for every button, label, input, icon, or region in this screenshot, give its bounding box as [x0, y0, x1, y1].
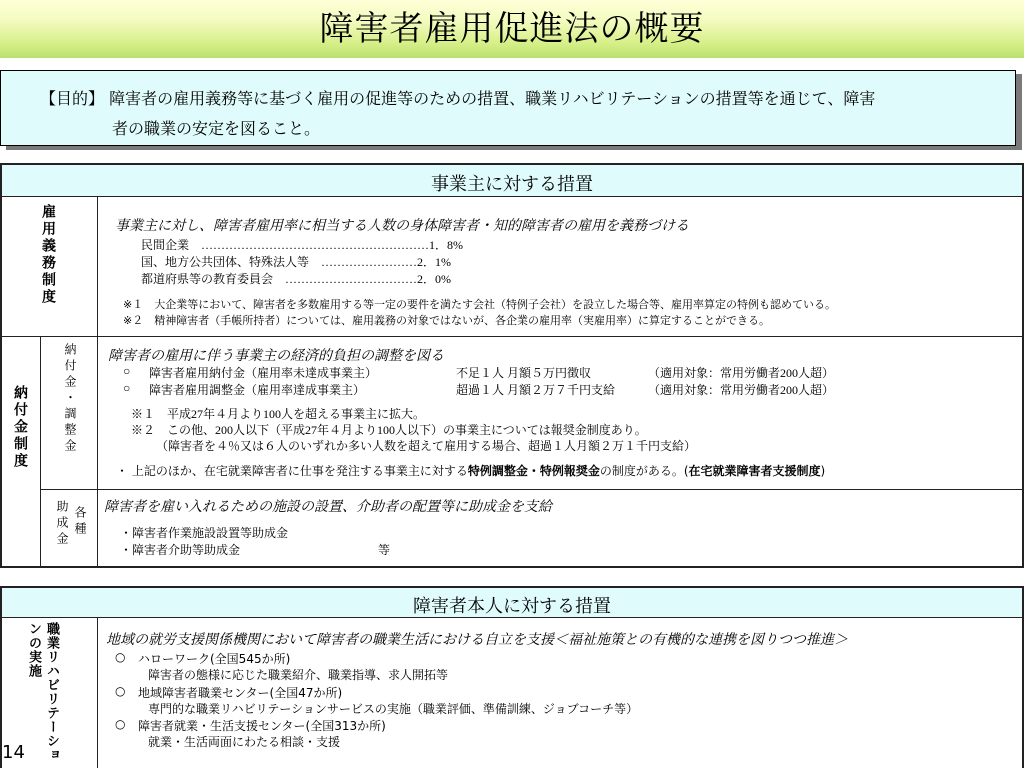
grant-item-assistance: ・障害者介助等助成金: [120, 543, 241, 557]
home-work-text-mid: の制度がある。(: [599, 464, 689, 478]
vocational-rehab-label: 職業リハビリテーションの実施: [26, 622, 59, 762]
levy-note-2: ※２ この他、200人以下（平成27年４月より100人以下）の事業主については報奨金制度あり。: [131, 423, 647, 437]
employer-header: 事業主に対する措置: [431, 174, 593, 195]
levy-item-amount: 不足１人 月額５万円徴収: [456, 366, 592, 380]
divider: [40, 489, 1024, 490]
regional-center-desc: 専門的な職業リハビリテーションサービスの実施（職業評価、準備訓練、ジョブコーチ等）: [148, 702, 639, 716]
grants-heading: 障害者を雇い入れるための施設の設置、介助者の配置等に助成金を支給: [104, 499, 552, 515]
individual-header: 障害者本人に対する措置: [413, 596, 611, 617]
levy-heading: 障害者の雇用に伴う事業主の経済的負担の調整を図る: [108, 348, 444, 364]
home-work-support-term: 在宅就業障害者支援制度: [688, 464, 821, 478]
vocational-rehab-heading: 地域の就労支援関係機関において障害者の職業生活における自立を支援＜福祉施策との有機的な連携を図りつつ推進＞: [106, 632, 848, 648]
rate-line-government: 国、地方公共団体、特殊法人等 ……………………2．1%: [141, 255, 451, 269]
support-center-name: 障害者就業・生活支援センター(全国313か所): [138, 719, 386, 733]
adjustment-item-name: 障害者雇用調整金（雇用率達成事業主）: [149, 383, 366, 397]
hellowork-bullet: ○: [115, 650, 126, 664]
special-adjustment-term: 特例調整金・特例報奨金: [467, 464, 600, 478]
divider: [0, 617, 1024, 618]
adjustment-item-amount: 超過１人 月額２万７千円支給: [456, 383, 616, 397]
divider: [97, 617, 98, 768]
divider: [97, 196, 98, 567]
adjustment-item-target: （適用対象：常用労働者200人超）: [648, 383, 835, 397]
obligation-note-1: ※１ 大企業等において、障害者を多数雇用する等一定の要件を満たす会社（特例子会社）を設立した場合等、雇用率算定の特例も認めている。: [123, 298, 836, 311]
grants-sub-label: 助成金: [55, 500, 69, 548]
grant-etc: 等: [378, 543, 391, 557]
support-center-bullet: ○: [115, 717, 126, 731]
hellowork-name: ハローワーク(全国545か所): [138, 652, 291, 666]
home-work-text-pre: ・ 上記のほか、在宅就業障害者に仕事を発注する事業主に対する: [116, 464, 468, 478]
rate-line-private: 民間企業 …………………………………………………1．8%: [141, 238, 463, 252]
home-work-system-note: [116, 462, 825, 479]
employment-obligation-label: 雇用義務制度: [40, 204, 56, 306]
rate-line-education: 都道府県等の教育委員会 ……………………………2．0%: [141, 272, 451, 286]
levy-item-bullet: ○: [123, 364, 131, 378]
levy-system-label: 納付金制度: [12, 385, 28, 470]
page-title: 障害者雇用促進法の概要: [319, 9, 705, 49]
regional-center-name: 地域障害者職業センター(全国47か所): [138, 686, 343, 700]
grants-sub-label-type: 各種: [73, 506, 87, 538]
obligation-note-2: ※２ 精神障害者（手帳所持者）については、雇用義務の対象ではないが、各企業の雇用率（実雇用率）に算定することができる。: [123, 314, 770, 327]
support-center-desc: 就業・生活両面にわたる相談・支援: [148, 735, 341, 749]
divider: [40, 336, 41, 567]
regional-center-bullet: ○: [115, 684, 126, 698]
levy-note-1: ※１ 平成27年４月より100人を超える事業主に拡大。: [131, 407, 426, 421]
purpose-text-line1: 【目的】 障害者の雇用義務等に基づく雇用の促進等のための措置、職業リハビリテーションの措置等を通じて、障害: [40, 89, 876, 108]
adjustment-item-bullet: ○: [123, 381, 131, 395]
divider: [0, 196, 1024, 197]
levy-item-target: （適用対象：常用労働者200人超）: [648, 366, 835, 380]
hellowork-desc: 障害者の態様に応じた職業紹介、職業指導、求人開拓等: [148, 668, 449, 682]
employment-obligation-heading: 事業主に対し、障害者雇用率に相当する人数の身体障害者・知的障害者の雇用を義務づける: [115, 218, 689, 234]
divider: [0, 336, 1024, 337]
purpose-text-line2: 者の職業の安定を図ること。: [112, 119, 321, 138]
levy-sub-label: 納付金・調整金: [63, 343, 77, 455]
levy-note-3: （障害者を４％又は６人のいずれか多い人数を超えて雇用する場合、超過１人月額２万１千円支給）: [156, 439, 697, 453]
home-work-text-post: ): [820, 464, 826, 478]
levy-item-name: 障害者雇用納付金（雇用率未達成事業主）: [149, 366, 378, 380]
page-number: 14: [2, 742, 25, 763]
grant-item-facility: ・障害者作業施設設置等助成金: [120, 526, 289, 540]
